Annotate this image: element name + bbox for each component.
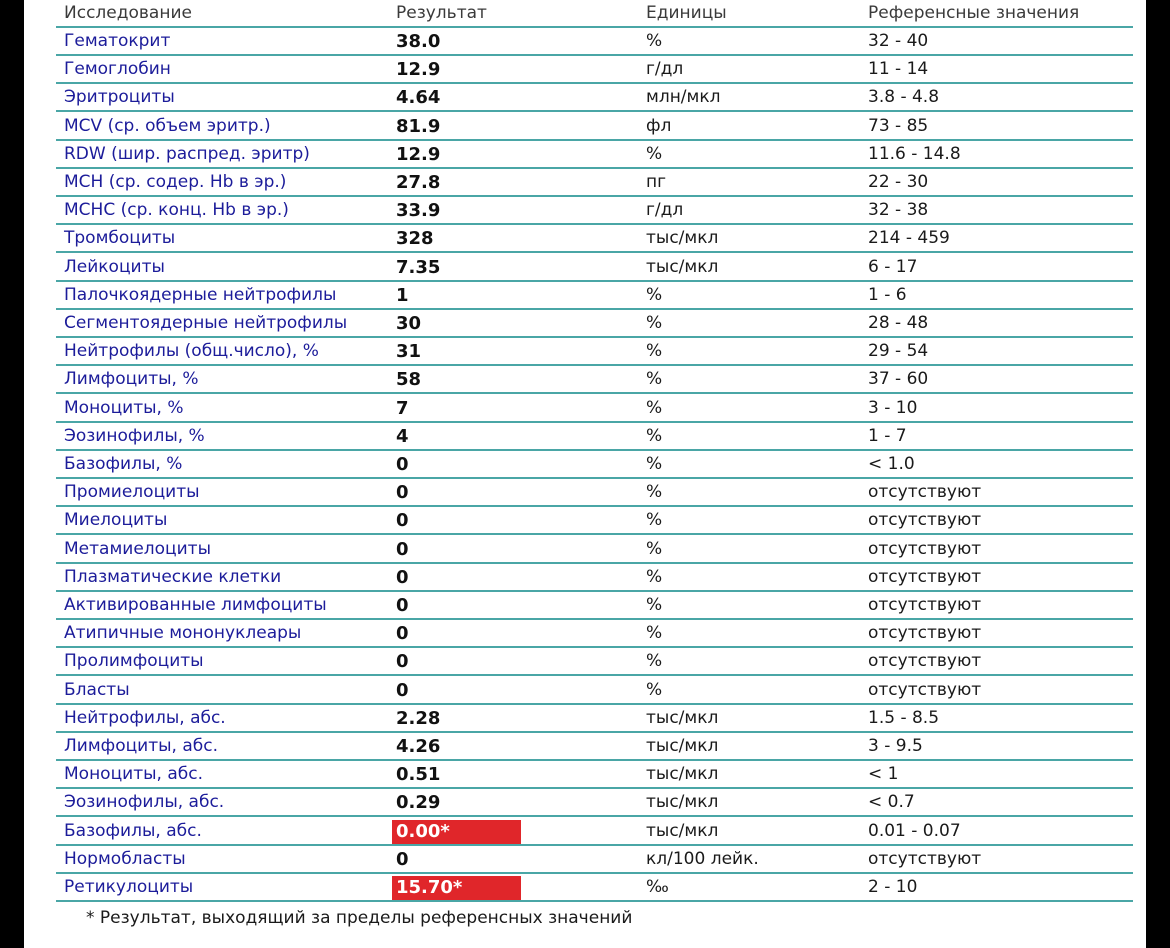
- table-row: [56, 564, 1133, 592]
- test-result: 0: [396, 482, 409, 504]
- test-unit: тыс/мкл: [646, 707, 719, 728]
- test-reference: 6 - 17: [868, 256, 918, 277]
- test-name: Нейтрофилы, абс.: [64, 707, 226, 728]
- test-name: Ретикулоциты: [64, 877, 194, 897]
- table-row: [56, 451, 1133, 479]
- test-reference: 3 - 10: [868, 397, 918, 418]
- test-reference: отсутствуют: [868, 538, 982, 559]
- test-name: Тромбоциты: [64, 228, 176, 249]
- table-row: [56, 84, 1133, 112]
- test-reference: отсутствуют: [868, 651, 982, 672]
- lab-report-sheet: [24, 0, 1146, 948]
- test-reference: отсутствуют: [868, 595, 982, 615]
- test-unit: фл: [646, 115, 672, 136]
- test-result: 38.0: [396, 31, 441, 52]
- test-unit: %: [646, 341, 663, 362]
- table-row: [56, 197, 1133, 225]
- test-reference: 28 - 48: [868, 313, 929, 333]
- test-unit: %: [646, 510, 663, 531]
- test-result: 328: [396, 228, 434, 250]
- test-name: Сегментоядерные нейтрофилы: [64, 313, 348, 333]
- test-reference: < 0.7: [868, 792, 915, 813]
- test-result: 4.26: [396, 736, 441, 757]
- test-name: Гемоглобин: [64, 59, 171, 80]
- test-name: Плазматические клетки: [64, 566, 282, 587]
- table-row: [56, 536, 1133, 564]
- test-name: Активированные лимфоциты: [64, 595, 327, 615]
- test-name: MCH (ср. содер. Hb в эр.): [64, 172, 287, 192]
- test-reference: 0.01 - 0.07: [868, 820, 961, 841]
- test-unit: тыс/мкл: [646, 228, 719, 249]
- test-name: Промиелоциты: [64, 482, 200, 503]
- test-unit: %: [646, 482, 663, 503]
- footnote: * Результат, выходящий за пределы референсных значений: [86, 908, 633, 928]
- test-result: 0: [396, 566, 409, 588]
- test-reference: 1 - 7: [868, 425, 907, 446]
- test-name: Базофилы, абс.: [64, 820, 202, 841]
- test-result: 30: [396, 313, 422, 334]
- test-result: 0.29: [396, 792, 441, 814]
- table-row: [56, 282, 1133, 310]
- test-unit: %: [646, 566, 663, 587]
- table-row: [56, 874, 1133, 902]
- test-reference: отсутствуют: [868, 566, 982, 587]
- test-result: 4.64: [396, 87, 441, 109]
- table-row: [56, 677, 1133, 705]
- test-unit: тыс/мкл: [646, 764, 719, 785]
- test-name: Метамиелоциты: [64, 538, 211, 559]
- test-reference: отсутствуют: [868, 848, 982, 869]
- test-result: 0: [396, 651, 409, 673]
- test-unit: тыс/мкл: [646, 820, 719, 841]
- test-unit: %: [646, 651, 663, 672]
- table-row: [56, 423, 1133, 451]
- test-name: Миелоциты: [64, 510, 168, 531]
- test-name: Пролимфоциты: [64, 651, 204, 672]
- test-reference: отсутствуют: [868, 482, 982, 503]
- test-unit: г/дл: [646, 59, 684, 80]
- test-result: 0.51: [396, 764, 441, 786]
- test-reference: 3.8 - 4.8: [868, 87, 940, 108]
- test-name: Моноциты, %: [64, 397, 184, 418]
- test-result: 27.8: [396, 172, 441, 193]
- test-unit: %: [646, 623, 663, 644]
- test-result: 0: [396, 454, 409, 475]
- test-name: Нейтрофилы (общ.число), %: [64, 341, 319, 362]
- test-unit: %: [646, 313, 663, 333]
- test-name: Палочкоядерные нейтрофилы: [64, 284, 337, 305]
- header-result: Результат: [396, 3, 487, 23]
- header-study: Исследование: [64, 3, 192, 23]
- test-result: 81.9: [396, 115, 441, 137]
- table-row: [56, 818, 1133, 846]
- test-result: 7: [396, 397, 409, 419]
- table-row: [56, 366, 1133, 394]
- test-unit: %: [646, 538, 663, 559]
- test-result: 12.9: [396, 59, 441, 81]
- test-unit: %: [646, 284, 663, 305]
- test-result: 2.28: [396, 707, 441, 729]
- test-result: 4: [396, 425, 409, 447]
- test-reference: 2 - 10: [868, 877, 918, 897]
- test-unit: г/дл: [646, 200, 684, 221]
- test-result: 15.70*: [396, 877, 463, 898]
- test-name: Эозинофилы, абс.: [64, 792, 225, 813]
- test-result: 0: [396, 595, 409, 616]
- test-result: 12.9: [396, 143, 441, 165]
- table-row: [56, 705, 1133, 733]
- test-unit: тыс/мкл: [646, 736, 719, 756]
- table-row: [56, 310, 1133, 338]
- test-name: MCHC (ср. конц. Hb в эр.): [64, 200, 289, 221]
- test-name: Базофилы, %: [64, 454, 183, 474]
- test-name: Лейкоциты: [64, 256, 165, 277]
- test-reference: 1 - 6: [868, 284, 907, 305]
- table-row: [56, 592, 1133, 620]
- table-row: [56, 56, 1133, 84]
- test-name: RDW (шир. распред. эритр): [64, 143, 310, 164]
- test-reference: отсутствуют: [868, 623, 982, 644]
- test-name: Лимфоциты, %: [64, 369, 199, 390]
- table-row: [56, 225, 1133, 253]
- test-name: Эритроциты: [64, 87, 175, 108]
- table-row: [56, 169, 1133, 197]
- test-unit: %: [646, 369, 663, 390]
- test-reference: < 1.0: [868, 454, 915, 474]
- test-reference: 11 - 14: [868, 59, 929, 80]
- test-reference: 73 - 85: [868, 115, 929, 136]
- test-unit: %: [646, 454, 663, 474]
- test-result: 0.00*: [396, 820, 450, 842]
- test-reference: 11.6 - 14.8: [868, 143, 961, 164]
- table-row: [56, 648, 1133, 676]
- test-result: 33.9: [396, 200, 441, 222]
- test-reference: 37 - 60: [868, 369, 929, 390]
- table-header: [56, 0, 1133, 28]
- test-name: Нормобласты: [64, 848, 186, 869]
- test-unit: кл/100 лейк.: [646, 848, 759, 869]
- test-unit: %: [646, 31, 663, 51]
- test-name: Лимфоциты, абс.: [64, 736, 218, 756]
- test-unit: млн/мкл: [646, 87, 721, 108]
- table-row: [56, 846, 1133, 874]
- test-unit: %: [646, 397, 663, 418]
- test-reference: 22 - 30: [868, 172, 929, 192]
- test-result: 1: [396, 284, 409, 306]
- test-unit: ‰: [646, 877, 669, 897]
- header-units: Единицы: [646, 3, 727, 23]
- table-row: [56, 254, 1133, 282]
- test-unit: тыс/мкл: [646, 792, 719, 813]
- test-reference: 3 - 9.5: [868, 736, 923, 756]
- table-row: [56, 479, 1133, 507]
- test-unit: %: [646, 595, 663, 615]
- test-result: 0: [396, 510, 409, 532]
- table-row: [56, 761, 1133, 789]
- table-row: [56, 733, 1133, 761]
- test-unit: пг: [646, 172, 667, 192]
- test-name: Бласты: [64, 679, 130, 700]
- test-reference: отсутствуют: [868, 510, 982, 531]
- table-row: [56, 620, 1133, 648]
- table-row: [56, 507, 1133, 535]
- table-row: [56, 338, 1133, 366]
- test-reference: 29 - 54: [868, 341, 929, 362]
- table-row: [56, 141, 1133, 169]
- table-row: [56, 789, 1133, 817]
- test-result: 0: [396, 679, 409, 701]
- header-reference: Референсные значения: [868, 3, 1080, 23]
- test-reference: 32 - 38: [868, 200, 929, 221]
- test-name: MCV (ср. объем эритр.): [64, 115, 271, 136]
- test-result: 7.35: [396, 256, 441, 278]
- test-result: 0: [396, 538, 409, 560]
- test-reference: 1.5 - 8.5: [868, 707, 940, 728]
- test-name: Гематокрит: [64, 31, 171, 51]
- table-row: [56, 113, 1133, 141]
- test-name: Эозинофилы, %: [64, 425, 205, 446]
- table-row: [56, 28, 1133, 56]
- test-unit: %: [646, 425, 663, 446]
- test-reference: < 1: [868, 764, 899, 785]
- test-unit: %: [646, 679, 663, 700]
- test-reference: отсутствуют: [868, 679, 982, 700]
- test-result: 0: [396, 623, 409, 645]
- test-reference: 214 - 459: [868, 228, 950, 249]
- test-unit: %: [646, 143, 663, 164]
- test-result: 31: [396, 341, 422, 363]
- test-result: 58: [396, 369, 422, 391]
- test-name: Моноциты, абс.: [64, 764, 203, 785]
- test-name: Атипичные мононуклеары: [64, 623, 302, 644]
- test-unit: тыс/мкл: [646, 256, 719, 277]
- test-reference: 32 - 40: [868, 31, 929, 51]
- table-row: [56, 395, 1133, 423]
- test-result: 0: [396, 848, 409, 870]
